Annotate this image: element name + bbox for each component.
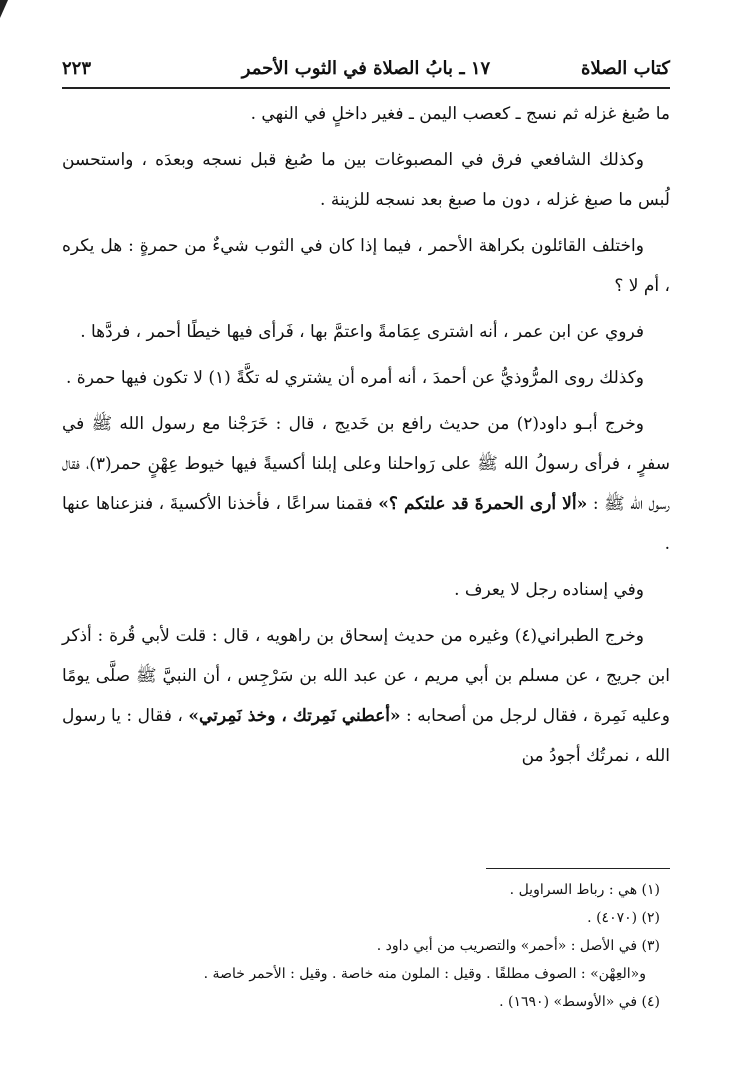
- paragraph-3: واختلف القائلون بكراهة الأحمر ، فيما إذا كان في الثوب شيءٌ من حمرةٍ : هل يكره ، أم لا ؟: [62, 236, 670, 296]
- chapter-title: ١٧ ـ بابُ الصلاة في الثوب الأحمر: [241, 58, 491, 79]
- corner-mark: [0, 0, 8, 18]
- paragraph-6: [62, 404, 670, 564]
- footnote-4: (٤) في «الأوسط» (١٦٩٠) .: [499, 994, 660, 1010]
- footnote-1: (١) هي : رباط السراويل .: [509, 882, 660, 898]
- narration-continuation: فقمنا سراعًا ، فأخذنا الأكسيةَ ، فنزعناها عنها .: [62, 494, 670, 554]
- paragraph-5: وكذلك روى المرُّوذيُّ عن أحمدَ ، أنه أمره أن يشتري له تكَّةً (١) لا تكون فيها حمرة .: [65, 368, 644, 388]
- paragraph-2: وكذلك الشافعي فرق في المصبوغات بين ما صُبغ قبل نسجه وبعدَه ، واستحسن لُبس ما صبغ غزله ، دون ما صبغ بعد نسجه للزينة .: [62, 150, 670, 210]
- abu-dawud-narration: وخرج أبـو داود(٢) من حديث رافع بن خَديج ، قال : خَرَجْنا مع رسول الله ﷺ في سفرٍ ، فرأى رسولُ الله ﷺ على رَواحلنا وعلى إبلنا أكسيةً فيها خيوط عِهْنٍ حمر(٣)، فقال رسول الله ﷺ :: [62, 414, 671, 514]
- narration-tail: ، فقال : يا رسول الله ، نمرتُك أجودُ من: [62, 706, 670, 766]
- paragraph-8: [62, 616, 670, 776]
- header-divider: [62, 87, 670, 89]
- book-title: كتاب الصلاة: [581, 58, 670, 79]
- hadith-quote-2: «أعطني نَمِرتك ، وخذ نَمِرتي»: [188, 706, 401, 726]
- footnote-3: (٣) في الأصل : «أحمر» والتصريب من أبي داود .: [376, 938, 660, 954]
- paragraph-1: ما صُبغ غزله ثم نسج ـ كعصب اليمن ـ فغير داخلٍ في النهي .: [250, 104, 670, 124]
- footnote-divider: [486, 868, 670, 869]
- hadith-quote-1: «ألا أرى الحمرةَ قد علتكم ؟»: [378, 494, 588, 514]
- paragraph-7: وفي إسناده رجل لا يعرف .: [454, 580, 644, 600]
- paragraph-4: فروي عن ابن عمر ، أنه اشترى عِمَامةً واعتمَّ بها ، فَرأى فيها خيطًا أحمر ، فردَّها .: [80, 322, 644, 342]
- footnote-2: (٢) (٤٠٧٠) .: [587, 910, 660, 926]
- footnotes: [62, 876, 670, 1016]
- body-text: [62, 94, 670, 782]
- footnote-3-continuation: و«العِهْن» : الصوف مطلقًا . وقيل : الملون منه خاصة . وقيل : الأحمر خاصة .: [203, 966, 646, 982]
- tabarani-narration: وخرج الطبراني(٤) وغيره من حديث إسحاق بن راهويه ، قال : قلت لأبي قُرة : أذكر ابن جريج ، عن مسلم بن أبي مريم ، عن عبد الله بن سَرْجِس ، أن النبيَّ ﷺ صلَّى يومًا وعليه نَمِرة ، فقال لرجل من أصحابه :: [62, 626, 670, 726]
- page-number: ٢٢٣: [62, 58, 92, 79]
- running-header: [62, 52, 670, 86]
